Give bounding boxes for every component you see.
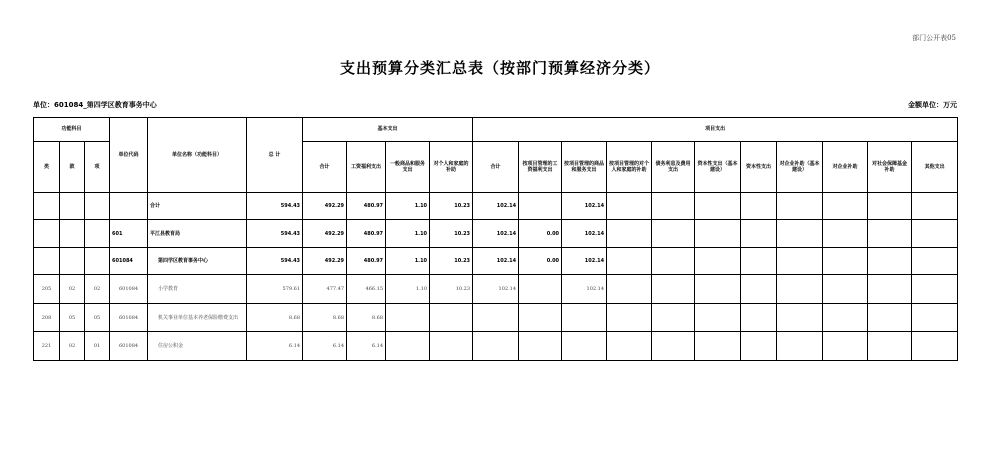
- amount-unit-label: 金额单位：万元: [908, 101, 957, 109]
- unit-label: 单位：601084_第四学区教育事务中心: [33, 101, 157, 109]
- cell-basic-salary: 8.68: [347, 303, 386, 332]
- cell-basic-salary: 466.15: [347, 275, 386, 304]
- cell-basic-salary: 480.97: [347, 220, 386, 247]
- cell-basic-personal: 10.23: [430, 220, 473, 247]
- header-proj-goods: 按项目管理的商品和服务支出: [562, 142, 607, 193]
- cell-kuan: 02: [60, 275, 85, 304]
- cell-proj-salary: 0.00: [519, 220, 562, 247]
- cell-proj-enterprise-build: [777, 220, 823, 247]
- cell-proj-personal: [607, 332, 652, 361]
- cell-proj-capital-build: [695, 332, 741, 361]
- cell-proj-other: [912, 303, 958, 332]
- header-proj-debt: 债务利息及费用支出: [652, 142, 695, 193]
- cell-proj-total: 102.14: [473, 193, 519, 220]
- cell-proj-other: [912, 247, 958, 274]
- cell-lei: [34, 220, 60, 247]
- cell-proj-capital: [741, 275, 777, 304]
- expenditure-table: [33, 117, 958, 361]
- cell-proj-goods: 102.14: [562, 193, 607, 220]
- cell-lei: 221: [34, 332, 60, 361]
- cell-proj-social: [868, 193, 912, 220]
- cell-proj-total: 102.14: [473, 275, 519, 304]
- header-total: 总 计: [247, 118, 303, 193]
- header-basic-goods: 一般商品和服务支出: [386, 142, 430, 193]
- cell-xiang: [85, 220, 110, 247]
- table-row: [34, 220, 958, 247]
- cell-basic-salary: 480.97: [347, 247, 386, 274]
- cell-proj-total: 102.14: [473, 247, 519, 274]
- cell-unit-code: 601084: [110, 332, 148, 361]
- cell-proj-goods: 102.14: [562, 247, 607, 274]
- cell-proj-debt: [652, 247, 695, 274]
- cell-proj-other: [912, 193, 958, 220]
- cell-basic-total: 492.29: [303, 220, 347, 247]
- cell-basic-goods: [386, 332, 430, 361]
- table-row: [34, 332, 958, 361]
- cell-basic-salary: 6.14: [347, 332, 386, 361]
- cell-unit-name: 合计: [148, 193, 247, 220]
- header-proj-enterprise-build: 对企业补助（基本建设）: [777, 142, 823, 193]
- header-basic-salary: 工资福利支出: [347, 142, 386, 193]
- cell-proj-enterprise-build: [777, 275, 823, 304]
- cell-basic-personal: 10.23: [430, 193, 473, 220]
- cell-total: 594.43: [247, 247, 303, 274]
- cell-proj-enterprise: [823, 220, 868, 247]
- cell-total: 594.43: [247, 220, 303, 247]
- cell-total: 6.14: [247, 332, 303, 361]
- cell-proj-total: [473, 332, 519, 361]
- cell-proj-personal: [607, 220, 652, 247]
- header-kuan: 款: [60, 142, 85, 193]
- cell-unit-name: 住房公积金: [148, 332, 247, 361]
- header-proj-capital-build: 资本性支出（基本建设）: [695, 142, 741, 193]
- cell-proj-social: [868, 303, 912, 332]
- cell-proj-social: [868, 332, 912, 361]
- cell-proj-enterprise: [823, 303, 868, 332]
- cell-proj-personal: [607, 247, 652, 274]
- cell-proj-goods: 102.14: [562, 220, 607, 247]
- cell-proj-capital-build: [695, 193, 741, 220]
- cell-proj-social: [868, 220, 912, 247]
- cell-proj-goods: [562, 303, 607, 332]
- table-row: [34, 247, 958, 274]
- cell-basic-total: 6.14: [303, 332, 347, 361]
- cell-basic-personal: [430, 332, 473, 361]
- cell-xiang: [85, 247, 110, 274]
- cell-proj-capital: [741, 220, 777, 247]
- header-xiang: 项: [85, 142, 110, 193]
- header-basic: 基本支出: [303, 118, 473, 142]
- cell-proj-enterprise: [823, 332, 868, 361]
- cell-xiang: 05: [85, 303, 110, 332]
- header-proj-personal: 按项目管理的对个人和家庭的补助: [607, 142, 652, 193]
- cell-proj-capital-build: [695, 275, 741, 304]
- header-row-1: [34, 118, 958, 142]
- cell-kuan: 05: [60, 303, 85, 332]
- cell-kuan: 02: [60, 332, 85, 361]
- header-proj-salary: 按项目管理的工资福利支出: [519, 142, 562, 193]
- cell-proj-personal: [607, 275, 652, 304]
- cell-proj-enterprise: [823, 247, 868, 274]
- cell-proj-social: [868, 247, 912, 274]
- cell-proj-capital: [741, 303, 777, 332]
- cell-proj-salary: [519, 332, 562, 361]
- cell-unit-code: 601: [110, 220, 148, 247]
- cell-unit-code: 601084: [110, 275, 148, 304]
- cell-proj-enterprise-build: [777, 332, 823, 361]
- cell-basic-goods: 1.10: [386, 247, 430, 274]
- cell-total: 579.61: [247, 275, 303, 304]
- header-func-subject: 功能科目: [34, 118, 110, 142]
- cell-proj-total: [473, 303, 519, 332]
- cell-basic-personal: 10.23: [430, 275, 473, 304]
- cell-proj-total: 102.14: [473, 220, 519, 247]
- cell-proj-capital: [741, 332, 777, 361]
- cell-proj-personal: [607, 303, 652, 332]
- cell-proj-goods: 102.14: [562, 275, 607, 304]
- cell-basic-personal: [430, 303, 473, 332]
- cell-proj-salary: [519, 193, 562, 220]
- cell-proj-enterprise-build: [777, 193, 823, 220]
- cell-proj-enterprise: [823, 193, 868, 220]
- cell-basic-total: 477.47: [303, 275, 347, 304]
- cell-unit-name: 第四学区教育事务中心: [148, 247, 247, 274]
- cell-basic-total: 492.29: [303, 193, 347, 220]
- header-unit-code: 单位代码: [110, 118, 148, 193]
- cell-basic-total: 8.68: [303, 303, 347, 332]
- header-proj-total: 合计: [473, 142, 519, 193]
- header-unit-name: 单位名称（功能科目）: [148, 118, 247, 193]
- cell-proj-salary: 0.00: [519, 247, 562, 274]
- header-lei: 类: [34, 142, 60, 193]
- cell-xiang: [85, 193, 110, 220]
- cell-proj-enterprise: [823, 275, 868, 304]
- cell-basic-salary: 480.97: [347, 193, 386, 220]
- header-basic-personal: 对个人和家庭的补助: [430, 142, 473, 193]
- cell-basic-total: 492.29: [303, 247, 347, 274]
- cell-proj-debt: [652, 193, 695, 220]
- cell-xiang: 01: [85, 332, 110, 361]
- cell-total: 594.43: [247, 193, 303, 220]
- cell-unit-code: 601084: [110, 303, 148, 332]
- cell-proj-personal: [607, 193, 652, 220]
- cell-proj-capital-build: [695, 220, 741, 247]
- cell-proj-debt: [652, 332, 695, 361]
- page-title: 支出预算分类汇总表（按部门预算经济分类）: [339, 59, 660, 77]
- cell-kuan: [60, 220, 85, 247]
- table-row: [34, 303, 958, 332]
- cell-kuan: [60, 193, 85, 220]
- cell-proj-other: [912, 332, 958, 361]
- table-row: [34, 275, 958, 304]
- cell-unit-name: 平江县教育局: [148, 220, 247, 247]
- cell-proj-debt: [652, 275, 695, 304]
- cell-basic-goods: 1.10: [386, 275, 430, 304]
- cell-xiang: 02: [85, 275, 110, 304]
- cell-proj-social: [868, 275, 912, 304]
- cell-total: 8.68: [247, 303, 303, 332]
- header-project: 项目支出: [473, 118, 958, 142]
- cell-basic-goods: 1.10: [386, 220, 430, 247]
- cell-proj-other: [912, 275, 958, 304]
- cell-lei: 205: [34, 275, 60, 304]
- header-basic-total: 合计: [303, 142, 347, 193]
- cell-proj-capital: [741, 247, 777, 274]
- header-proj-enterprise: 对企业补助: [823, 142, 868, 193]
- cell-proj-other: [912, 220, 958, 247]
- cell-lei: [34, 193, 60, 220]
- cell-proj-goods: [562, 332, 607, 361]
- cell-proj-debt: [652, 220, 695, 247]
- cell-proj-enterprise-build: [777, 303, 823, 332]
- cell-basic-goods: [386, 303, 430, 332]
- cell-lei: [34, 247, 60, 274]
- cell-unit-name: 机关事业单位基本养老保险缴费支出: [148, 303, 247, 332]
- cell-unit-code: 601084: [110, 247, 148, 274]
- cell-proj-capital-build: [695, 247, 741, 274]
- header-proj-social: 对社会保障基金补助: [868, 142, 912, 193]
- cell-basic-goods: 1.10: [386, 193, 430, 220]
- cell-proj-salary: [519, 303, 562, 332]
- cell-kuan: [60, 247, 85, 274]
- form-code: 部门公开表05: [912, 34, 956, 42]
- table-row: [34, 193, 958, 220]
- cell-proj-enterprise-build: [777, 247, 823, 274]
- cell-proj-salary: [519, 275, 562, 304]
- cell-unit-name: 小学教育: [148, 275, 247, 304]
- cell-proj-capital: [741, 193, 777, 220]
- cell-proj-debt: [652, 303, 695, 332]
- cell-proj-capital-build: [695, 303, 741, 332]
- cell-basic-personal: 10.23: [430, 247, 473, 274]
- header-proj-other: 其他支出: [912, 142, 958, 193]
- cell-lei: 208: [34, 303, 60, 332]
- cell-unit-code: [110, 193, 148, 220]
- header-proj-capital: 资本性支出: [741, 142, 777, 193]
